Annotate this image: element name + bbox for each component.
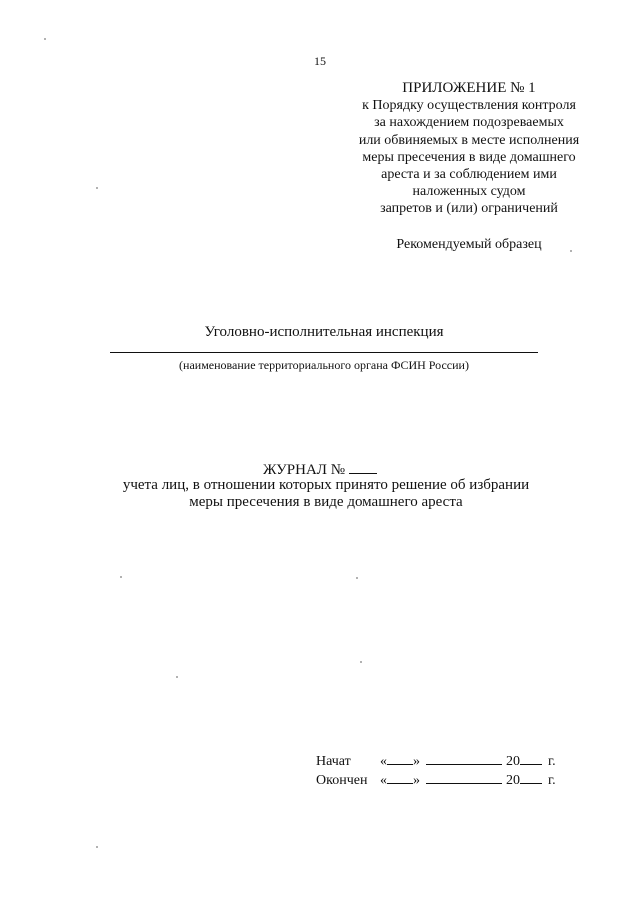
- day-blank: [387, 752, 413, 765]
- scan-speck: [356, 577, 358, 579]
- journal-subtitle-line: учета лиц, в отношении которых принято решение об избрании: [122, 477, 530, 493]
- scan-speck: [360, 661, 362, 663]
- journal-number-blank: [349, 459, 377, 474]
- year-blank: [520, 752, 542, 765]
- started-date-row: [316, 752, 556, 771]
- appendix-line: наложенных судом: [412, 184, 526, 200]
- appendix-block: [338, 80, 600, 218]
- month-blank: [426, 752, 502, 765]
- started-label: Начат: [316, 754, 351, 769]
- journal-subtitle: [0, 477, 640, 511]
- appendix-line: или обвиняемых в месте исполнения: [358, 132, 580, 148]
- year-suffix: г.: [548, 773, 556, 788]
- recommended-sample-label: Рекомендуемый образец: [396, 237, 542, 252]
- journal-subtitle-line: меры пресечения в виде домашнего ареста: [189, 494, 463, 510]
- journal-title: [0, 459, 640, 479]
- journal-title-text: ЖУРНАЛ №: [262, 462, 346, 478]
- organization-caption: (наименование территориального органа ФСИН России): [179, 358, 469, 372]
- century-text: 20: [506, 773, 520, 788]
- scan-speck: [120, 576, 122, 578]
- century-text: 20: [506, 754, 520, 769]
- close-quote: »: [413, 754, 420, 769]
- appendix-line: к Порядку осуществления контроля: [362, 98, 576, 114]
- organization-underline: [110, 352, 538, 353]
- date-block: [316, 752, 556, 790]
- scan-speck: [96, 187, 98, 189]
- open-quote: «: [380, 754, 387, 769]
- ended-label: Окончен: [316, 773, 368, 788]
- organization-name: Уголовно-исполнительная инспекция: [204, 324, 444, 340]
- year-suffix: г.: [548, 754, 556, 769]
- scan-speck: [570, 250, 572, 252]
- appendix-heading: ПРИЛОЖЕНИЕ № 1: [402, 80, 536, 96]
- scan-speck: [44, 38, 46, 40]
- appendix-line: ареста и за соблюдением ими: [381, 167, 557, 183]
- scan-speck: [176, 676, 178, 678]
- appendix-line: запретов и (или) ограничений: [380, 201, 558, 217]
- ended-date-row: [316, 771, 556, 790]
- scan-speck: [96, 846, 98, 848]
- day-blank: [387, 771, 413, 784]
- close-quote: »: [413, 773, 420, 788]
- month-blank: [426, 771, 502, 784]
- year-blank: [520, 771, 542, 784]
- appendix-line: за нахождением подозреваемых: [374, 115, 564, 131]
- appendix-line: меры пресечения в виде домашнего: [362, 149, 576, 165]
- page-number: 15: [314, 54, 326, 68]
- open-quote: «: [380, 773, 387, 788]
